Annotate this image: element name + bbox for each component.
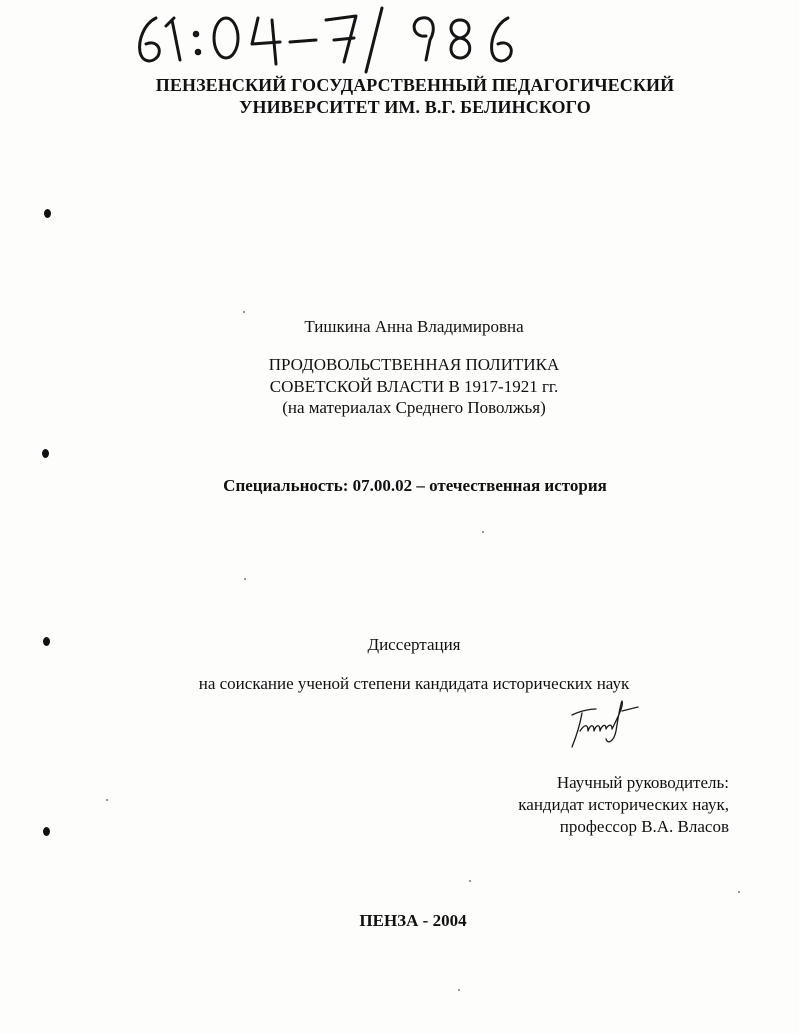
binding-hole	[43, 827, 50, 836]
dissertation-title-line1: ПРОДОВОЛЬСТВЕННАЯ ПОЛИТИКА	[268, 355, 560, 374]
university-name-line1: ПЕНЗЕНСКИЙ ГОСУДАРСТВЕННЫЙ ПЕДАГОГИЧЕСКИЙ	[155, 75, 675, 95]
supervisor-label: Научный руководитель:	[556, 773, 729, 792]
dissertation-title-line2: СОВЕТСКОЙ ВЛАСТИ В 1917-1921 гг.	[269, 377, 559, 396]
university-name-line2: УНИВЕРСИТЕТ ИМ. В.Г. БЕЛИНСКОГО	[239, 97, 591, 117]
scan-speck	[243, 311, 245, 313]
dissertation-subtitle: (на материалах Среднего Поволжья)	[282, 398, 546, 417]
scan-speck	[482, 531, 484, 533]
specialty: Специальность: 07.00.02 – отечественная история	[223, 476, 607, 495]
city-year: ПЕНЗА - 2004	[359, 911, 467, 930]
archive-mark-drawing	[130, 0, 540, 78]
scan-speck	[244, 578, 246, 580]
supervisor-block	[518, 772, 729, 838]
signature-drawing	[566, 695, 646, 751]
binding-hole	[44, 209, 51, 218]
binding-hole	[42, 449, 49, 458]
scan-speck	[458, 989, 460, 991]
supervisor-degree: кандидат исторических наук,	[518, 795, 729, 814]
author-name: Тишкина Анна Владимировна	[304, 317, 524, 336]
supervisor-name: профессор В.А. Власов	[559, 817, 729, 836]
signature	[566, 695, 646, 751]
work-type: Диссертация	[367, 635, 461, 654]
binding-hole	[43, 637, 50, 646]
scan-speck	[738, 891, 740, 893]
scan-speck	[469, 880, 471, 882]
degree-statement: на соискание ученой степени кандидата исторических наук	[198, 674, 630, 693]
handwritten-archive-mark	[130, 0, 540, 78]
scan-speck	[106, 799, 108, 801]
